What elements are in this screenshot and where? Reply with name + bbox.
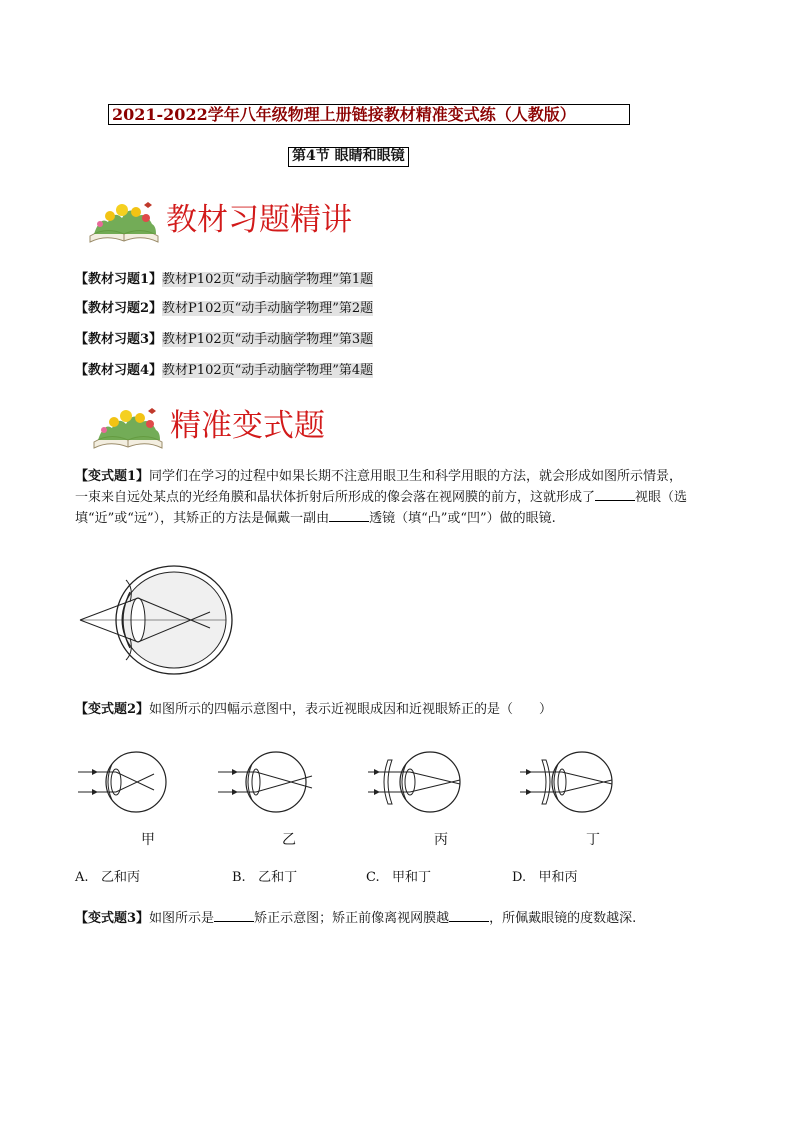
option-d[interactable]: D. 甲和丙 (512, 870, 578, 885)
option-a[interactable]: A. 乙和丙 (75, 870, 140, 885)
textbook-exercise-4: 【教材习题4】教材P102页“动手动脑学物理”第4题 (75, 363, 374, 378)
document-title: 2021-2022学年八年级物理上册链接教材精准变式练（人教版） (108, 104, 630, 125)
answer-blank[interactable] (449, 909, 489, 922)
textbook-exercise-2: 【教材习题2】教材P102页“动手动脑学物理”第2题 (75, 301, 374, 316)
textbook-exercise-1: 【教材习题1】教材P102页“动手动脑学物理”第1题 (75, 272, 374, 287)
eye-diagram (78, 562, 238, 682)
answer-blank[interactable] (595, 488, 635, 501)
caption-ding: 丁 (586, 832, 600, 848)
answer-blank[interactable] (214, 909, 254, 922)
textbook-exercise-3: 【教材习题3】教材P102页“动手动脑学物理”第3题 (75, 332, 374, 347)
option-c[interactable]: C. 甲和丁 (366, 870, 432, 885)
eye-diagram-yi (218, 750, 318, 820)
eye-diagram-bing (368, 750, 468, 820)
eye-diagram-ding (520, 750, 620, 820)
caption-jia: 甲 (141, 832, 155, 848)
book-flower-icon (90, 402, 166, 450)
option-b[interactable]: B. 乙和丁 (232, 870, 298, 885)
caption-bing: 丙 (434, 832, 448, 848)
section-title: 第4节 眼睛和眼镜 (288, 147, 409, 167)
answer-blank[interactable] (329, 509, 369, 522)
banner-title: 教材习题精讲 (166, 202, 352, 238)
eye-diagram-jia (78, 750, 178, 820)
question-2: 【变式题2】如图所示的四幅示意图中，表示近视眼成因和近视眼矫正的是（ ） (75, 702, 553, 717)
book-flower-icon (86, 196, 162, 244)
question-1: 【变式题1】同学们在学习的过程中如果长期不注意用眼卫生和科学用眼的方法，就会形成如图所示情景， 一束来自远处某点的光经角膜和晶状体折射后所形成的像会落在视网膜的前方，这就形成了 视眼（选 填“近”或“远”），其矫正的方法是佩戴一副由 透镜（填“凸”或“凹”）做的眼镜. (75, 469, 688, 526)
banner-title: 精准变式题 (170, 408, 325, 444)
caption-yi: 乙 (282, 832, 296, 848)
question-3: 【变式题3】如图所示是 矫正示意图；矫正前像离视网膜越 ，所佩戴眼镜的度数越深. (75, 911, 637, 926)
